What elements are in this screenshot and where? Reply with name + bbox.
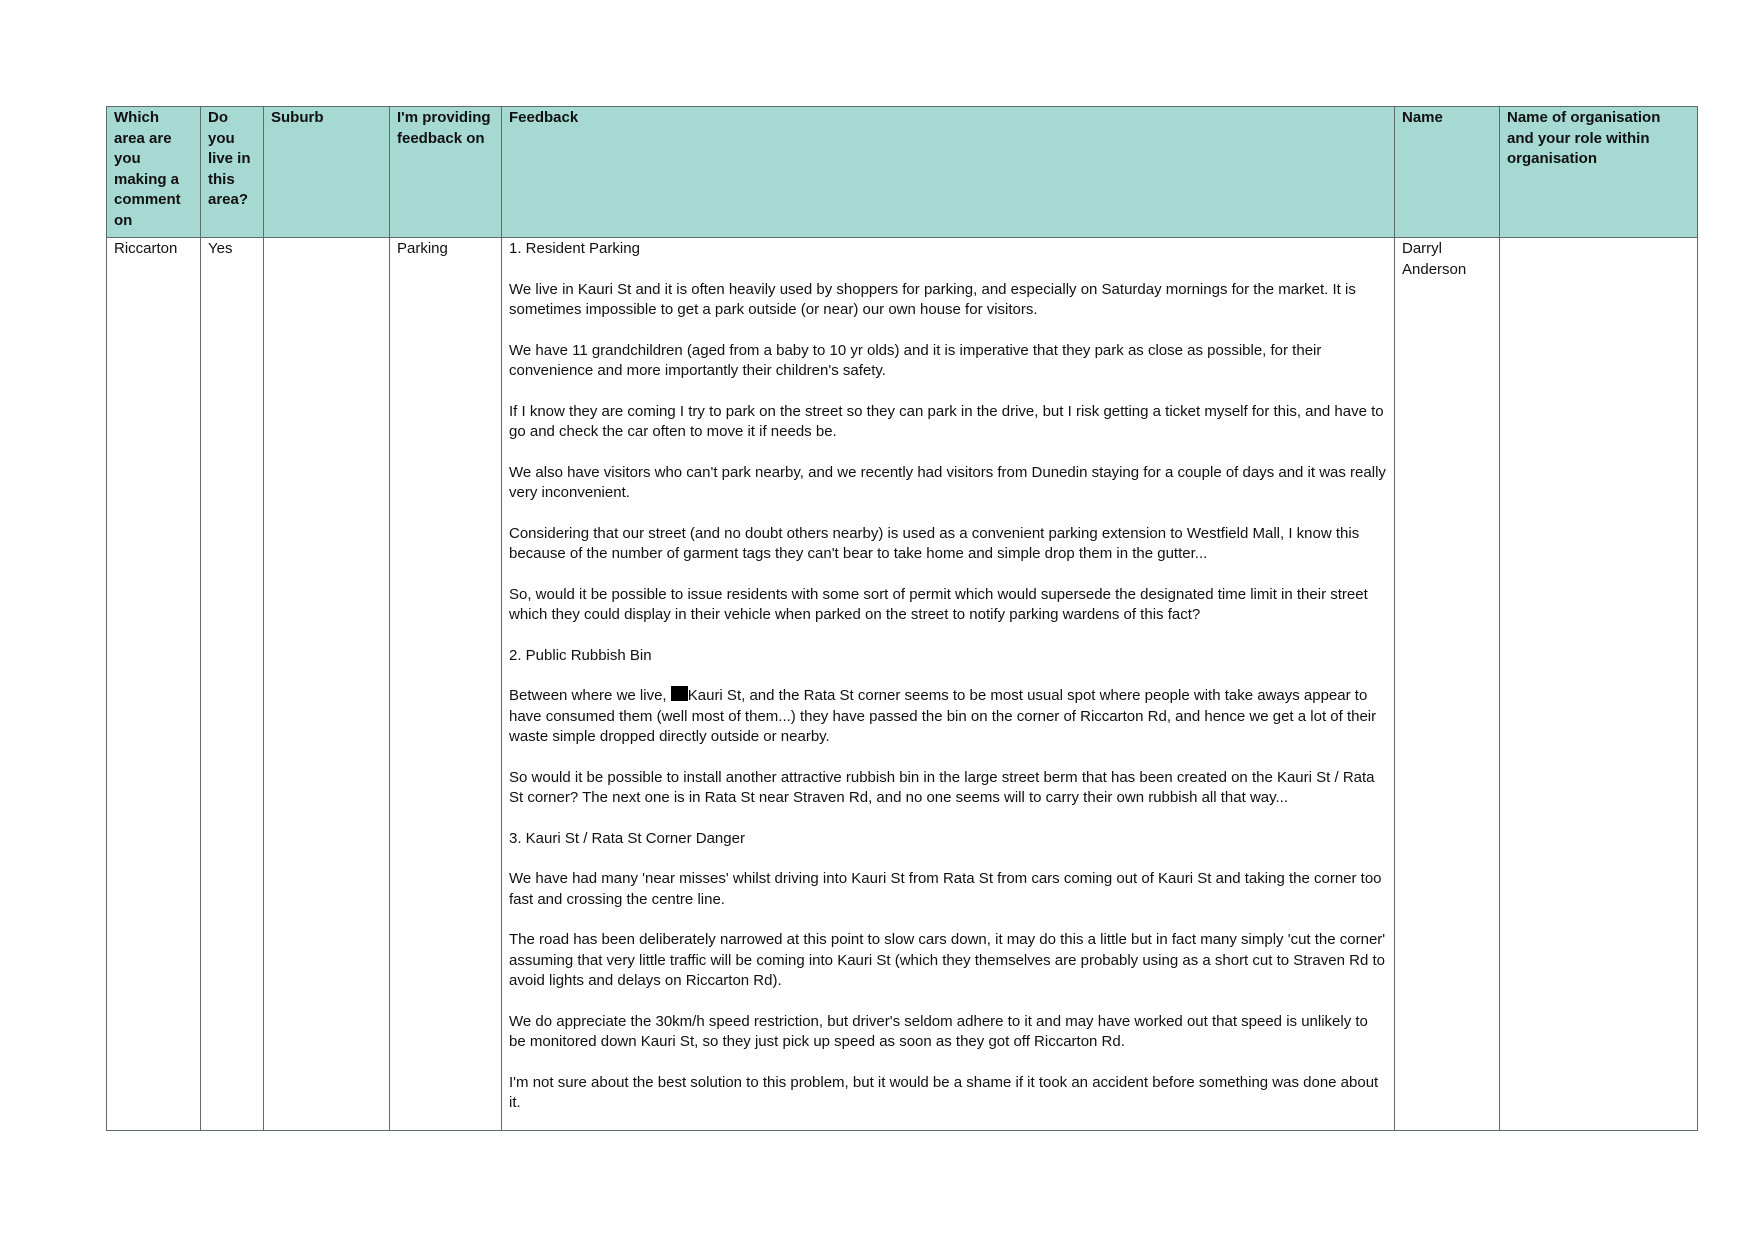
feedback-paragraph-redacted [509, 686, 1387, 748]
table-row [107, 238, 1698, 1131]
feedback-table [106, 106, 1698, 1131]
redaction-block [671, 686, 688, 701]
feedback-heading-corner-danger: 3. Kauri St / Rata St Corner Danger [509, 829, 745, 847]
feedback-paragraph: I'm not sure about the best solution to this problem, but it would be a shame if it took an accident before something was done about it. [509, 1073, 1379, 1111]
feedback-heading-rubbish-bin: 2. Public Rubbish Bin [509, 646, 652, 664]
header-organisation: Name of organisation and your role within organisation [1500, 107, 1698, 238]
feedback-paragraph: We live in Kauri St and it is often heavily used by shoppers for parking, and especially on Saturday mornings for the market. It is sometimes impossible to get a park outside (or near) our own house for visitors. [509, 280, 1356, 318]
header-live-in-area: Do you live in this area? [201, 107, 264, 238]
feedback-paragraph: So, would it be possible to issue residents with some sort of permit which would supersede the designated time limit in their street which they could display in their vehicle when parked on the street to notify parking wardens of this fact? [509, 585, 1368, 623]
feedback-text-before-redaction: Between where we live, [509, 687, 671, 704]
feedback-paragraph: We do appreciate the 30km/h speed restriction, but driver's seldom adhere to it and may have worked out that speed is unlikely to be monitored down Kauri St, so they just pick up speed as soon as they got off Riccarton Rd. [509, 1012, 1368, 1050]
header-feedback: Feedback [502, 107, 1395, 238]
header-area: Which area are you making a comment on [107, 107, 201, 238]
feedback-paragraph: We have 11 grandchildren (aged from a baby to 10 yr olds) and it is imperative that they park as close as possible, for their convenience and more importantly their children's safety. [509, 341, 1322, 379]
header-feedback-on: I'm providing feedback on [390, 107, 502, 238]
feedback-paragraph: So would it be possible to install another attractive rubbish bin in the large street berm that has been created on the Kauri St / Rata St corner? The next one is in Rata St near Straven Rd, and no one seems will to carry their own rubbish all that way... [509, 768, 1375, 806]
cell-suburb [264, 238, 390, 1131]
feedback-paragraph: The road has been deliberately narrowed at this point to slow cars down, it may do this a little but in fact many simply 'cut the corner' assuming that very little traffic will be coming into Kauri St (which they themselves are probably using as a short cut to Straven Rd to avoid lights and delays on Riccarton Rd). [509, 931, 1386, 989]
header-name: Name [1395, 107, 1500, 238]
feedback-paragraph: We have had many 'near misses' whilst driving into Kauri St from Rata St from cars coming out of Kauri St and taking the corner too fast and crossing the centre line. [509, 870, 1382, 908]
cell-area: Riccarton [107, 238, 201, 1131]
header-suburb: Suburb [264, 107, 390, 238]
cell-feedback [502, 238, 1395, 1131]
feedback-paragraph: We also have visitors who can't park nearby, and we recently had visitors from Dunedin staying for a couple of days and it was really very inconvenient. [509, 463, 1386, 501]
feedback-text-after-redaction: Kauri St, and the Rata St corner seems to be most usual spot where people with take aways appear to have consumed them (well most of them...) they have passed the bin on the corner of Riccarton Rd, and hence we get a lot of their waste simple dropped directly outside or nearby. [509, 687, 1377, 745]
cell-feedback-on: Parking [390, 238, 502, 1131]
cell-organisation [1500, 238, 1698, 1131]
cell-live-in-area: Yes [201, 238, 264, 1131]
feedback-heading-resident-parking: 1. Resident Parking [509, 240, 640, 257]
document-page [106, 106, 1697, 1131]
cell-name: Darryl Anderson [1395, 238, 1500, 1131]
header-row [107, 107, 1698, 238]
feedback-paragraph: If I know they are coming I try to park on the street so they can park in the drive, but I risk getting a ticket myself for this, and have to go and check the car often to move it if needs be. [509, 402, 1384, 440]
feedback-paragraph: Considering that our street (and no doubt others nearby) is used as a convenient parking extension to Westfield Mall, I know this because of the number of garment tags they can't bear to take home and simple drop them in the gutter... [509, 524, 1360, 562]
